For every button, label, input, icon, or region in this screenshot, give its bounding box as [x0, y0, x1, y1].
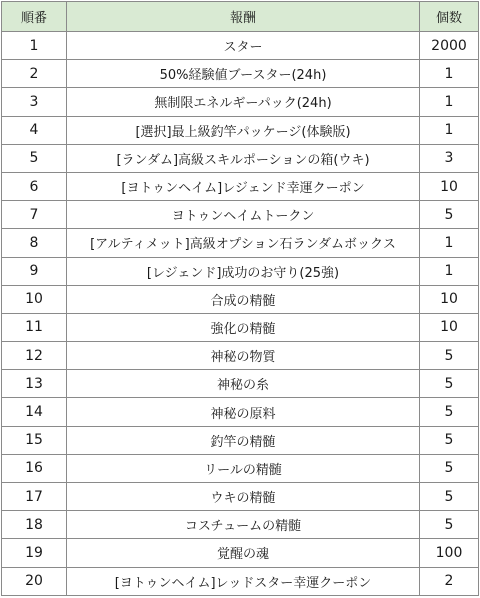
- row-count-cell: 5: [420, 426, 479, 454]
- row-count-cell: 5: [420, 483, 479, 511]
- row-order-cell: 16: [2, 454, 67, 482]
- header-row: [2, 2, 479, 32]
- table-row: [2, 116, 479, 144]
- row-order-cell: 12: [2, 342, 67, 370]
- row-count-cell: 10: [420, 313, 479, 341]
- row-reward-cell: [選択]最上級釣竿パッケージ(体験版): [67, 116, 420, 144]
- row-count-cell: 5: [420, 398, 479, 426]
- row-count-cell: 10: [420, 172, 479, 200]
- table-row: [2, 257, 479, 285]
- row-order-cell: 6: [2, 172, 67, 200]
- row-reward-cell: 神秘の物質: [67, 342, 420, 370]
- table-row: [2, 88, 479, 116]
- table-row: [2, 32, 479, 60]
- row-order-cell: 10: [2, 285, 67, 313]
- row-count-cell: 5: [420, 201, 479, 229]
- table-row: [2, 144, 479, 172]
- reward-table: [1, 1, 479, 596]
- row-order-cell: 5: [2, 144, 67, 172]
- table-row: [2, 229, 479, 257]
- table-row: [2, 370, 479, 398]
- row-reward-cell: 神秘の原料: [67, 398, 420, 426]
- table-row: [2, 567, 479, 595]
- row-count-cell: 5: [420, 454, 479, 482]
- table-row: [2, 398, 479, 426]
- header-count: 個数: [420, 2, 479, 32]
- row-count-cell: 1: [420, 257, 479, 285]
- row-order-cell: 18: [2, 511, 67, 539]
- header-reward: 報酬: [67, 2, 420, 32]
- row-count-cell: 2: [420, 567, 479, 595]
- row-reward-cell: ウキの精髄: [67, 483, 420, 511]
- row-order-cell: 4: [2, 116, 67, 144]
- row-order-cell: 11: [2, 313, 67, 341]
- row-reward-cell: [レジェンド]成功のお守り(25強): [67, 257, 420, 285]
- row-count-cell: 5: [420, 342, 479, 370]
- row-order-cell: 9: [2, 257, 67, 285]
- row-reward-cell: 50%経験値ブースター(24h): [67, 60, 420, 88]
- table-body: [2, 32, 479, 596]
- row-count-cell: 5: [420, 511, 479, 539]
- row-order-cell: 3: [2, 88, 67, 116]
- row-reward-cell: スター: [67, 32, 420, 60]
- row-count-cell: 10: [420, 285, 479, 313]
- row-reward-cell: [ランダム]高級スキルポーションの箱(ウキ): [67, 144, 420, 172]
- row-reward-cell: 合成の精髄: [67, 285, 420, 313]
- row-count-cell: 3: [420, 144, 479, 172]
- row-reward-cell: 強化の精髄: [67, 313, 420, 341]
- row-count-cell: 1: [420, 116, 479, 144]
- table-row: [2, 313, 479, 341]
- row-order-cell: 14: [2, 398, 67, 426]
- table-row: [2, 60, 479, 88]
- row-count-cell: 5: [420, 370, 479, 398]
- row-reward-cell: 覚醒の魂: [67, 539, 420, 567]
- table-row: [2, 172, 479, 200]
- row-order-cell: 1: [2, 32, 67, 60]
- row-reward-cell: 釣竿の精髄: [67, 426, 420, 454]
- row-reward-cell: [アルティメット]高級オプション石ランダムボックス: [67, 229, 420, 257]
- row-count-cell: 2000: [420, 32, 479, 60]
- table-row: [2, 285, 479, 313]
- row-order-cell: 8: [2, 229, 67, 257]
- table-row: [2, 426, 479, 454]
- row-order-cell: 13: [2, 370, 67, 398]
- row-count-cell: 1: [420, 88, 479, 116]
- table-row: [2, 201, 479, 229]
- row-reward-cell: 無制限エネルギーパック(24h): [67, 88, 420, 116]
- table-header: [2, 2, 479, 32]
- row-reward-cell: 神秘の糸: [67, 370, 420, 398]
- row-count-cell: 1: [420, 60, 479, 88]
- header-order: 順番: [2, 2, 67, 32]
- row-reward-cell: [ヨトゥンヘイム]レジェンド幸運クーポン: [67, 172, 420, 200]
- row-reward-cell: [ヨトゥンヘイム]レッドスター幸運クーポン: [67, 567, 420, 595]
- table-row: [2, 454, 479, 482]
- row-order-cell: 19: [2, 539, 67, 567]
- row-reward-cell: リールの精髄: [67, 454, 420, 482]
- table-row: [2, 483, 479, 511]
- row-reward-cell: コスチュームの精髄: [67, 511, 420, 539]
- row-reward-cell: ヨトゥンヘイムトークン: [67, 201, 420, 229]
- row-order-cell: 2: [2, 60, 67, 88]
- row-order-cell: 7: [2, 201, 67, 229]
- table-row: [2, 342, 479, 370]
- row-order-cell: 20: [2, 567, 67, 595]
- table-row: [2, 511, 479, 539]
- row-count-cell: 1: [420, 229, 479, 257]
- row-order-cell: 17: [2, 483, 67, 511]
- row-order-cell: 15: [2, 426, 67, 454]
- table-row: [2, 539, 479, 567]
- row-count-cell: 100: [420, 539, 479, 567]
